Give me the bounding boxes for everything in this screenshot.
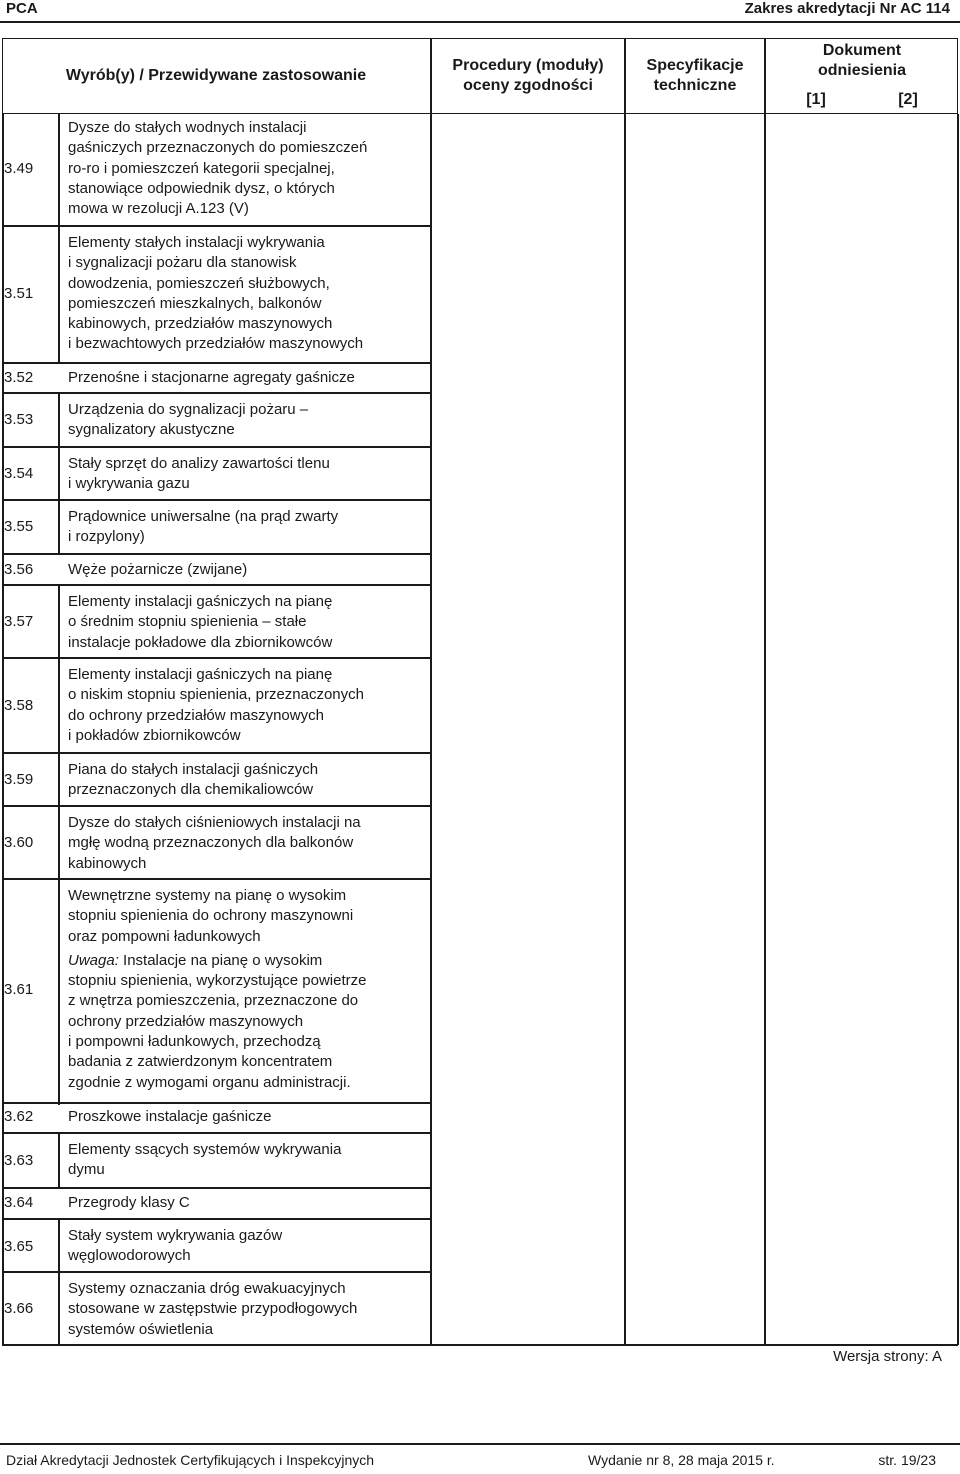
row-text — [68, 1279, 428, 1340]
row-separator — [4, 1271, 430, 1273]
row-number: 3.52 — [4, 369, 34, 386]
row-number: 3.54 — [4, 465, 34, 482]
col-header-specs — [626, 56, 764, 96]
row-text-line: przeznaczonych dla chemikaliowców — [68, 781, 314, 799]
row-text-line: i pompowni ładunkowych, przechodzą — [68, 1033, 321, 1051]
num-col-divider — [58, 1219, 60, 1345]
row-separator — [4, 878, 430, 880]
row-text-line: gaśniczych przeznaczonych do pomieszczeń — [68, 139, 368, 157]
row-text-line: i pokładów zbiornikowców — [68, 726, 241, 744]
row-text-line: o niskim stopniu spienienia, przeznaczonych — [68, 686, 364, 704]
row-text: Węże pożarnicze (zwijane) — [68, 561, 248, 578]
row-text-line: stopniu spienienia, wykorzystujące powietrze — [68, 972, 367, 990]
row-note-first-line — [68, 951, 428, 971]
row-text-line: dymu — [68, 1161, 105, 1179]
row-separator — [4, 584, 430, 586]
row-number: 3.60 — [4, 834, 34, 851]
note-text: Instalacje na pianę o wysokim — [118, 951, 323, 969]
col-header-product: Wyrób(y) / Przewidywane zastosowanie — [65, 67, 367, 84]
row-separator — [4, 362, 430, 364]
row-separator — [4, 1187, 430, 1189]
row-text-line: i sygnalizacji pożaru dla stanowisk — [68, 254, 297, 272]
row-text-line: oraz pompowni ładunkowych — [68, 927, 261, 945]
footer-right: str. 19/23 — [878, 1452, 936, 1468]
row-text — [68, 233, 428, 355]
num-col-divider — [58, 114, 60, 364]
col-header-procedures-l2: oceny zgodności — [463, 77, 593, 94]
row-text-line: stopniu spienienia do ochrony maszynowni — [68, 907, 354, 925]
body-divider — [764, 114, 766, 1345]
row-text-line: i bezwachtowych przedziałów maszynowych — [68, 335, 364, 353]
row-text: Przenośne i stacjonarne agregaty gaśnicze — [68, 369, 355, 386]
row-number: 3.49 — [4, 160, 34, 177]
row-number: 3.65 — [4, 1238, 34, 1255]
page-header — [0, 0, 960, 18]
row-text-line: kabinowych, przedziałów maszynowych — [68, 315, 333, 333]
row-text-line: sygnalizatory akustyczne — [68, 421, 235, 439]
body-right-border — [957, 114, 959, 1345]
row-text-line: ro-ro i pomieszczeń kategorii specjalnej, — [68, 159, 335, 177]
page-header-right: Zakres akredytacji Nr AC 114 — [744, 0, 950, 17]
col-header-docs-sub2: [2] — [898, 91, 918, 108]
row-text — [68, 400, 428, 441]
page-version: Wersja strony: A — [833, 1348, 942, 1365]
row-text — [68, 118, 428, 219]
col-header-docs-l2: odniesienia — [817, 62, 907, 79]
row-text — [68, 1226, 428, 1267]
row-separator — [4, 392, 430, 394]
row-text-line: Elementy instalacji gaśniczych na pianę — [68, 666, 333, 683]
row-text-line: Dysze do stałych ciśnieniowych instalacji na — [68, 814, 361, 831]
row-separator — [4, 752, 430, 754]
col-header-specs-l2: techniczne — [653, 77, 737, 94]
row-text-line: Piana do stałych instalacji gaśniczych — [68, 761, 319, 778]
row-text — [68, 592, 428, 653]
row-separator — [4, 805, 430, 807]
row-text-line: zgodnie z wymogami organu administracji. — [68, 1073, 351, 1091]
body-divider — [430, 114, 432, 1345]
footer-rule — [0, 1443, 960, 1445]
header-rule — [0, 21, 960, 23]
row-number: 3.66 — [4, 1300, 34, 1317]
row-number: 3.63 — [4, 1152, 34, 1169]
row-text-line: Systemy oznaczania dróg ewakuacyjnych — [68, 1280, 346, 1297]
row-number: 3.53 — [4, 411, 34, 428]
row-text-line: Dysze do stałych wodnych instalacji — [68, 119, 307, 136]
row-text — [68, 507, 428, 548]
row-text-line: systemów oświetlenia — [68, 1320, 214, 1338]
num-col-divider — [58, 392, 60, 554]
row-number: 3.62 — [4, 1108, 34, 1125]
row-text-line: stosowane w zastępstwie przypodłogowych — [68, 1300, 358, 1318]
row-text-line: o średnim stopniu spienienia – stałe — [68, 613, 307, 631]
col-header-docs — [766, 41, 958, 81]
num-col-divider — [58, 585, 60, 1105]
row-text — [68, 886, 428, 1093]
row-text-line: Elementy stałych instalacji wykrywania — [68, 234, 325, 251]
row-text-line: Stały sprzęt do analizy zawartości tlenu — [68, 455, 330, 472]
row-text-line: stanowiące odpowiednik dysz, o których — [68, 179, 335, 197]
col-header-docs-l1: Dokument — [822, 42, 902, 59]
body-divider — [624, 114, 626, 1345]
footer-middle: Wydanie nr 8, 28 maja 2015 r. — [588, 1452, 775, 1468]
row-number: 3.55 — [4, 518, 34, 535]
page-header-left: PCA — [6, 0, 38, 17]
row-separator — [4, 499, 430, 501]
row-separator — [4, 446, 430, 448]
row-text-line: i wykrywania gazu — [68, 475, 190, 493]
row-text-line: Elementy instalacji gaśniczych na pianę — [68, 593, 333, 610]
row-text-line: i rozpylony) — [68, 528, 145, 546]
row-text: Przegrody klasy C — [68, 1194, 190, 1211]
row-text — [68, 813, 428, 874]
row-text-line: ochrony przedziałów maszynowych — [68, 1012, 304, 1030]
row-separator — [4, 1132, 430, 1134]
row-text-line: instalacje pokładowe dla zbiornikowców — [68, 633, 333, 651]
row-separator — [4, 657, 430, 659]
row-text — [68, 1140, 428, 1181]
row-text-line: Urządzenia do sygnalizacji pożaru – — [68, 401, 309, 418]
row-text-line: Wewnętrzne systemy na pianę o wysokim — [68, 887, 347, 904]
row-text-line: Prądownice uniwersalne (na prąd zwarty — [68, 508, 339, 525]
footer-left: Dział Akredytacji Jednostek Certyfikujących i Inspekcyjnych — [6, 1452, 375, 1468]
row-text-line: z wnętrza pomieszczenia, przeznaczone do — [68, 992, 359, 1010]
row-text — [68, 665, 428, 746]
row-text-line: Stały system wykrywania gazów — [68, 1227, 283, 1244]
row-number: 3.51 — [4, 285, 34, 302]
col-header-procedures-l1: Procedury (moduły) — [452, 57, 604, 74]
row-text-line: dowodzenia, pomieszczeń służbowych, — [68, 274, 330, 292]
row-number: 3.57 — [4, 613, 34, 630]
row-separator — [4, 225, 430, 227]
row-number: 3.61 — [4, 981, 34, 998]
row-text — [68, 454, 428, 495]
row-text: Proszkowe instalacje gaśnicze — [68, 1108, 272, 1125]
row-separator — [4, 553, 430, 555]
row-text-line: węglowodorowych — [68, 1247, 191, 1265]
body-bottom-border — [2, 1344, 958, 1346]
row-text-line: kabinowych — [68, 854, 147, 872]
col-header-docs-sub1: [1] — [806, 91, 826, 108]
row-number: 3.64 — [4, 1194, 34, 1211]
row-number: 3.58 — [4, 697, 34, 714]
note-label: Uwaga: — [68, 951, 119, 969]
row-text-line: mowa w rezolucji A.123 (V) — [68, 200, 249, 218]
row-text — [68, 760, 428, 801]
row-number: 3.59 — [4, 771, 34, 788]
row-text-line: Elementy ssących systemów wykrywania — [68, 1141, 342, 1158]
num-col-divider — [58, 1133, 60, 1189]
row-separator — [4, 1102, 430, 1104]
row-text-line: pomieszczeń mieszkalnych, balkonów — [68, 294, 322, 312]
row-separator — [4, 1218, 430, 1220]
row-text-line: do ochrony przedziałów maszynowych — [68, 706, 324, 724]
row-text-line: badania z zatwierdzonym koncentratem — [68, 1053, 333, 1071]
row-number: 3.56 — [4, 561, 34, 578]
col-header-specs-l1: Specyfikacje — [646, 57, 744, 74]
col-header-procedures — [432, 56, 624, 96]
row-text-line: mgłę wodną przeznaczonych dla balkonów — [68, 834, 354, 852]
